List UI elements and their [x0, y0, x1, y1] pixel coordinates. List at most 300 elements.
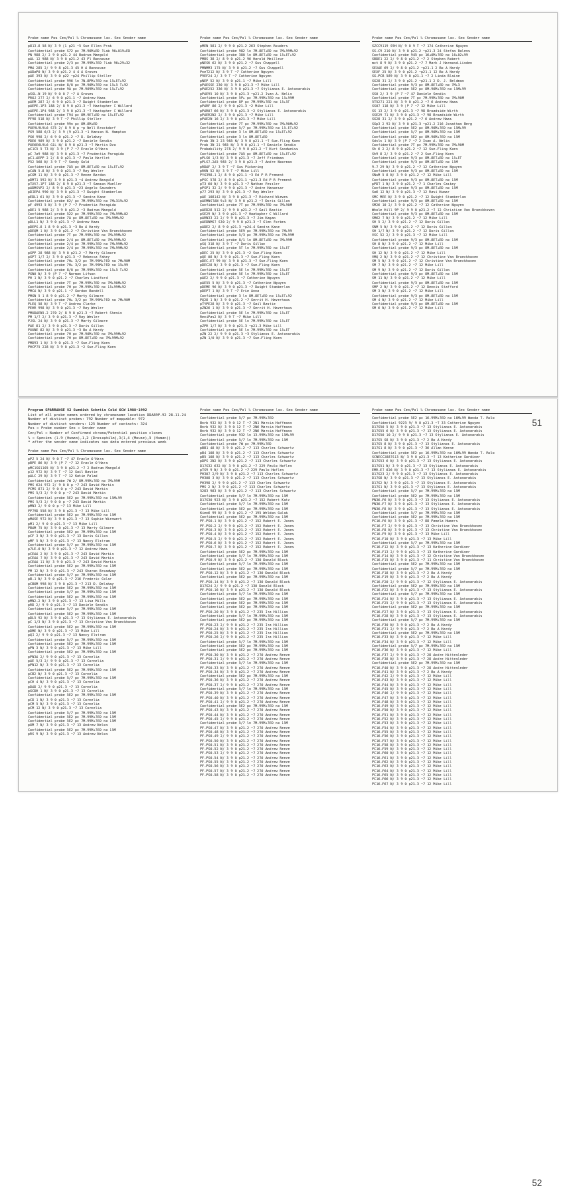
table-row: pPSP1 32 2/ 9 9 0 p21.3 ~7 Andre Hanoesar [200, 186, 284, 191]
table-row: SS 13 2/ 3 9 0 p21.3 ~7 98 Broadside Wirth [372, 108, 458, 113]
table-row: pPAESSE 230 N/ 3 9 0 p21.3 ~7 Mike Lill [200, 82, 280, 87]
table-row: Prob 3N 21 985 N/ 3 9 0 p21.1 ~7 Daniele Sendin [200, 143, 296, 148]
table-row: PC16-F28 N/ 3 9 0 p21.3 ~7 13 Stylianos E. Antonarakis [372, 613, 483, 618]
table-row: SNuM 5 8 N/ 3 9 0 p21.2 ~7 12 Mike Lill [372, 173, 452, 178]
table-row: pPARF 86 2/ 9 9 0 p21.3 ~2 Mike Lill [200, 104, 274, 109]
table-row: D17S1 8 N/ 3 9 0 p21.3 ~7 36 Allan Keene [372, 446, 454, 451]
table-row: pBB1 48 N/ 3 9 0 p21.2 ~7 113 Charles Schwartz [200, 446, 294, 451]
table-row: Confidential probe 5E ln 7M-99M+?ED no 15+ET [200, 327, 290, 332]
table-row: pDE1 5 988 2/ 3 9 0 p21.2 ~3 Bodrum Maegold [28, 207, 116, 212]
table-row: Confidential probe 5E2 pc 7M-99M+?ED no 15M [28, 624, 116, 629]
top-column-2 [200, 36, 360, 341]
table-row: pDEME 96 N/ 3 9 0 p21.3 ~7 Dwight Stomberlan [200, 284, 290, 289]
table-row: PC16-F34 N/ 3 9 0 p21.3 ~7 12 Mike Lill [372, 639, 452, 644]
table-row: Confidential probe 5E ln 7M-99M+?ED no 15+ET [200, 267, 290, 272]
table-row: pPAER2N2 2/ 3 9 0 p21.3 ~7 Mike Lill [200, 113, 274, 118]
table-row: Confidential probe 62/ pc 7M-99M+?ED no 7M+319+92 [28, 198, 129, 203]
table-row: PC16-F22 N/ 3 9 0 p21.3 ~7 13 Stylianos E. Antonarakis [372, 588, 483, 593]
table-row: PC16-F18 N/ 3 9 0 p21.3 ~7 2 Bo A Hardy [372, 570, 452, 575]
table-row: pDIEPA 990 N/ 3 9 0 p21.3 ~7 Dwight Stomberlan [28, 190, 122, 195]
table-row: PYG398-1 2/ 8 9 0 p21.1 ~3 Ed P R Prement [200, 173, 284, 178]
table-row: PC16-F55 N/ 3 9 0 p21.3 ~7 12 Mike Lill [372, 729, 452, 734]
table-row: Confidential 9223 9/ 9 0 p21.3 ~7 33 Catherine Nguyen [372, 420, 481, 425]
table-row: pCM 12 N/ 3 9 0 p21.3 ~7 13 Cornelia [28, 706, 102, 711]
table-row: Confidential probe 5E2 pc 7M-99M+?ED no 15M+99 [28, 495, 122, 500]
table-row: POE6E6L9L6 G1L N/ 8 9 0 p21.3 ~7 Martin Dzo [28, 143, 116, 148]
table-row: PF-PS0-48 N/ 3 9 0 p21.2 ~7 270 Andrew Reeve [200, 729, 290, 734]
table-row: Confidential probe 5E9 pc 7M-99M+?ED no 7M+99 [200, 229, 292, 234]
table-row: PMUDAEN5.2 270 2/ 8 9 0 p21.3 ~7 Robert Shenin [28, 310, 122, 315]
table-row: Confidential probe 5E2 pc 7M-99M+?ED no 15M [28, 727, 116, 732]
table-row: PC16-F47 N/ 3 9 0 p21.3 ~7 12 Mike Lill [372, 695, 452, 700]
table-row: Confidential probe 5E ln 7M-99M+?ED no 15+ET [200, 310, 290, 315]
table-row: Confidential probe 5E2 pc 7M-99M+?ED no 15M [28, 512, 116, 517]
table-row: Confidential probe 5/7 pc 7M-99M+?ED no 15M [372, 592, 460, 597]
table-row: pOM 7 N/ 3 9 0 p21.3 ~7 13 Andrew Nelon [28, 723, 108, 728]
table-row: PMCA N/ 3 9 0 p21.1 ~7 Gordon Bondell [28, 289, 104, 294]
table-row: Confidential probe 5E2 pc 7M-99M+?ED no 15M [200, 605, 288, 610]
table-row: Confidential probe 7H pc 7M-90M+?ED no 7M+99M+92 [28, 332, 126, 337]
table-row: PF-PS0-5 2/ 9 9 0 p21.2 ~7 152 Robert E. Jones [200, 536, 294, 541]
table-row: Confidential probe 522 pc 7M-99M+?ED no 7M+99M+02 [28, 211, 129, 216]
table-row: Confidential probe 7H pc 7M-99M+?ED no 15+99M+92 [28, 284, 126, 289]
table-row: Confidential probe 5E2 pc 7M-99M+?ED no 15M [28, 594, 116, 599]
table-row: PLEQ 58 N/ 3 9 T ~7 Andrew Clarke [28, 302, 96, 307]
table-row: PC16-F14 N/ 3 9 0 p21.3 ~7 12 Christine Van Broeckhoven [372, 553, 485, 558]
table-row: Confidential probe 5E2 pc 7M-99M+?ED no 15M [200, 648, 288, 653]
table-row: SM 6 N/ 3 9 0 p21.2 ~7 12 Mike Lill [372, 306, 444, 311]
table-row: PC16-F42 2/ 9 9 0 p21.3 ~7 12 Mike Lill [372, 674, 452, 679]
table-row: Confidential probe 5/7 ln 7M-99M+?ED no 15M [200, 613, 288, 618]
table-row: Confidential probe 5E2 pc 8M-90M+?ED no 15M [372, 134, 460, 139]
table-row: Confidential probe 5E ln 7M-99M+?ED no 15+ET [200, 272, 290, 277]
bottom-column-1 [28, 408, 188, 736]
table-row: PF-PS0-14 N/ 3 9 0 p21.2 ~7 130 Donald Block [200, 579, 290, 584]
table-row: Confidential probe 5/7 ln 7M-99M+?ED no 15M [200, 592, 288, 597]
table-row: PC16-F20 2/ 9 9 0 p21.3 ~7 12 Stylianos E. Antonarakis [372, 579, 483, 584]
table-row: SG-PCB 589 N/ 3 9 0 p21.1 ~7 2 Linda Blaine [372, 74, 460, 79]
table-row: pSE29 N/ 3 9 0 p21.3 ~7 Haatopher C Willard [200, 211, 288, 216]
table-row: PN36-F7 N/ 3 9 0 p21.3 ~7 13 Stylianos E. Antonarakis [372, 502, 481, 507]
table-row: PneT212 N/ 3 9 T ~7 Catherine Nguyen [200, 70, 274, 75]
table-row: pC 7a9 988 N/ 3 9 0 p21.3 ~7 Prudentia Paragido [28, 151, 124, 156]
table-row: pNESK 62 N/ 3 9 0 p21.2 ~7 Gus Chappell [200, 61, 280, 66]
table-row: pEDL1 61 N/ 3 9 0 p21.3 ~7 Sandra Kane [28, 194, 106, 199]
table-row: D17S55 6 N/ 3 9 0 p21.3 ~7 13 Stylianos E. Antonarakis [372, 429, 483, 434]
table-row: Probability 278 2/ 9 9 0 p21.2 ~7 Kurt Sandweiss [200, 147, 298, 152]
table-row: PF-PS0-20 N/ 3 9 0 p21.2 ~7 235 Ira Hillian [200, 609, 288, 614]
column-header: Probe name Pos Cen/Pol % Chromosome loc. Sex Sender name [28, 449, 188, 455]
table-row: SH 1/7 N/ 3 9 0 p21.2 ~7 12 Doris Gillon [372, 229, 454, 234]
report-legend-1: Pos = Probe number Sex = Sender name [28, 426, 106, 431]
table-row: pDL5 92 N/ 3 9 0 p21.3 ~7 13 Stylianos E. Antonarakis [28, 616, 137, 621]
table-row: SSE29 71 N/ 3 9 0 p21.3 ~7 98 Broadside Wirth [372, 113, 464, 118]
table-row: Confidential probe 5E2 pc 8M-90M+?ED no 15M+99 [372, 87, 466, 92]
table-row: Confidential probe 7T pc 7M-99M+?ED no 7M+90M [200, 203, 292, 208]
top-column-1 [28, 36, 188, 349]
table-row: Confidential probe 5/7 ln 7M-99M+?ED no 15M [200, 437, 288, 442]
column-header: Probe name Pos Cen/Pol % Chromosome loc. Sex Sender name [372, 408, 532, 414]
table-row: D17S53 6 N/ 3 9 0 p21.3 ~7 13 Stylianos E. Antonarakis [372, 459, 483, 464]
table-row: PF98 518 N/ 3 9 T ~7 Phillip Steller [28, 117, 102, 122]
table-row: PC16-F19 N/ 3 9 0 p21.3 ~7 2 Bo A Hardy [372, 575, 452, 580]
table-row: pAE2 2/ 9 9 0 p21.3 ~7 Catherine Nguyen [200, 276, 280, 281]
table-row: Confidential probe 5E2 pc 7M-99M+?ED no 15M [372, 605, 460, 610]
table-row: Confidential probe 7T pc 7M-99M+?ED no 7M+90M+92 [200, 121, 298, 126]
report-stat-senders: Number of distinct senders: 125 Number of contacts: 324 [28, 421, 147, 426]
table-row: pGPP 28 988 N/ 3 9 0 p21.2 ~7 Marty Gilmore [28, 250, 116, 255]
table-row: PF-PS0-53 2/ 9 9 0 p21.2 ~7 270 Andrew Reeve [200, 751, 290, 756]
table-row: PC16-F64 N/ 3 9 0 p21.3 ~7 12 Mike Lill [372, 768, 452, 773]
bottom-column-3 [372, 408, 532, 786]
table-row: Confidential probe 9/3 pc 8M-8ET+ED no 15M [372, 211, 458, 216]
table-row: Confidential probe 5P+ pc 7M-99M+?ED no 15+99M [200, 95, 294, 100]
table-row: PF-PS0-31 2/ 9 9 0 p21.2 ~7 270 Andrew Reeve [200, 656, 290, 661]
table-row: Confidential probe 9/3 pc 8M-8ET+ED no 15M [372, 246, 458, 251]
table-row: PC16-F51 N/ 3 9 0 p21.3 ~7 12 Mike Lill [372, 712, 452, 717]
table-row: PF-PS0-37 2/ 9 9 0 p21.2 ~7 270 Andrew Reeve [200, 682, 290, 687]
table-row: D17S50 5 N/ 3 9 0 p21.3 ~7 13 Stylianos E. Antonarakis [372, 424, 483, 429]
table-row: pAEDNMS7 S30 2/ 9 9 0 p21.3 ~7 Glen Forbes [200, 220, 286, 225]
table-row: pPSC 578 2/ 8 9 0 p21.1 ~p21.3 Ed P R Prement [200, 177, 292, 182]
table-row: pSQ 318 N/ 3 9 T ~7 Doris Gillon [200, 241, 266, 246]
table-row: Sh 6 2 2/ 8 9 0 p21.2 ~7 12 Sue-Fling Koen [372, 147, 458, 152]
table-row: PF-PS0-39 N/ 3 9 0 p21.2 ~7 270 Andrew Reeve [200, 691, 290, 696]
table-row: PC16-F63 N/ 3 9 0 p21.3 ~7 12 Mike Lill [372, 764, 452, 769]
table-row: D17S1 N/ 3 9 0 p21.3 ~7 13 Stylianos E. Antonarakis [372, 485, 477, 490]
report-legend-2: Cen/Pol = Number of Confirmed chromo/Potential position clones [28, 430, 163, 435]
table-row: Confidential probe 5T ln 7M-99M+?ED no 15+ET [200, 246, 290, 251]
table-row: Confidential probe 7H+ 3/2 pc 7M-99M+?ED no 15+99 [28, 263, 129, 268]
table-row: SS0 2/ 3 9 (P 7 ~7 47 Daniele Sendin [372, 91, 446, 96]
table-row: pQI 2/ 9 9 0 p21.3 ~7 13 Nancy Elstrom [28, 633, 106, 638]
table-row: Confidential probe 982 ln 7M-8ET+ED no 7M+99M+92 [200, 48, 298, 53]
table-row: SCNECC2887S13 N/ 3 9 0 p21.3 ~7 13 Katherine Gardiner [372, 454, 481, 459]
table-row: Confidential probe 932 ln 13-99M+?ED no 15M+99 [200, 433, 294, 438]
table-row: PF-PS0-56 N/ 3 9 0 p21.2 ~7 270 Andrew Reeve [200, 764, 290, 769]
table-row: PJSL 24 N/ 3 9 0 p21.3 ~7 Marty Gilmore [28, 319, 108, 324]
report-title: Program SPARRANGE V2 Swedish Schetin Cold GCW 1988-1992 [28, 408, 147, 412]
table-row: PF-PS0-52 N/ 3 9 0 p21.2 ~7 270 Andrew Reeve [200, 747, 290, 752]
table-row: Confidential probe 5E2 pc 7M-99M+?ED no 15M [200, 644, 288, 649]
table-row: PC16-F61 N/ 3 9 0 p21.3 ~7 12 Mike Lill [372, 755, 452, 760]
table-row: Confidential probe 9/3 pc 8M-8ET+ED no 15M [372, 198, 458, 203]
table-row: SH 8 N/ 3 9 0 p21.2 ~7 12 Mike Lill [372, 241, 444, 246]
table-row: pDEPT 1 N/ 3 9 T ~7 Erie Anna [200, 289, 260, 294]
table-row: Confidential probe 9/3 pc 8M-8ET+ED no 15M [372, 272, 458, 277]
column-header: Probe name Pos Cen/Pol % Chromosome loc. Sex Sender name [28, 36, 188, 42]
table-row: Confidential probe 9/3 pc 8M-8ET+ED no 15M [372, 177, 458, 182]
table-row: pPAR07 66 N/ 3 9 0 p21.3 ~2 Stylianos E. Antonarakis [200, 108, 307, 113]
table-row: PMS 2 N/ 3 9 0 p21.2 ~7 113 Charles Schwartz [200, 485, 290, 490]
table-row: PQ28 1 N/ 3 9 0 p21.2 ~7 Gerrit H. Haverhaus [200, 297, 290, 302]
table-row: PC16-F31 2/ 9 9 0 p21.3 ~7 2 Bo A Hardy [372, 626, 452, 631]
table-row: D17S50 10 2/ 9 9 0 p21.3 ~7 13 Stylianos E. Antonarakis [372, 433, 485, 438]
table-row: pARN33 22 2/ 9 9 0 p21.3 ~7 Jim Kagan [200, 216, 276, 221]
table-row: PC16-F59 N/ 3 9 0 p21.3 ~7 12 Mike Lill [372, 747, 452, 752]
table-row: PCMS 871 2/ 9 0 0 p ~7 243 David Markin [28, 487, 108, 492]
table-row: Confidential probe 8/0 pc 7M-90M+?ED no 15+5 T+92 [28, 82, 129, 87]
table-row: SM 9 N/ 3 9 0 p21.2 ~7 12 Doris Gillon [372, 267, 450, 272]
rows-bottom-3 [372, 416, 532, 786]
table-row: Confidential probe 5/7 pc 7M-99M+?ED no 15M [372, 566, 460, 571]
table-row: D17S24 2/ 9 9 0 p21.2 ~7 130 Donald Block [200, 583, 284, 588]
table-row: pCEAA 2 N/ 3 9 0 p21.3 ~7 243 David Markin [28, 551, 114, 556]
table-row: Confidential probe 5E2 pc 7M-99M+?ED no 15M [372, 661, 460, 666]
table-row: PM 1/7 2/ 3 9 0 p21.3 ~7 Ray Wesler [28, 315, 100, 319]
table-row: PC16-F25 2/ 9 9 0 p21.3 ~7 13 Stylianos E. Antonarakis [372, 601, 483, 606]
table-row: Confidential probe 5/7 ln 7M-99M+?ED no 15M [200, 661, 288, 666]
table-row: Confidential probe 9/3 pc 8M-8ET+ED no 15+ET [372, 156, 462, 161]
table-row: pMC1SO1105 N/ 3 9 0 p21.2 ~7 2 Bodrum Maegold [28, 465, 120, 470]
table-row: PUUNE 82 N/ 3 9 0 p21.3 ~3 Bo A Hardy [28, 327, 104, 332]
table-row: pMF 5 N/ 3 9 0 p21.3 ~7 13 Nancy Elstrom [28, 538, 110, 543]
table-row: SEXAE 69 2/ 9 8 0 p21.2 ~p21.1 2 Bo A Hardy [372, 65, 460, 70]
column-header: Probe name Pos Cen/Pol % Chromosome loc. Sex Sender name [200, 36, 360, 42]
table-row: Confidential probe 5/3 pc 7M-99M+?ED no 7M+99M [200, 233, 294, 238]
table-row: Confidential probe 380 ln 8M-8ET+ED no 15+ET+92 [200, 52, 296, 57]
table-row: PG6 998 2/ 6 9 0 p21.2 ~7 D. Delahay [28, 134, 102, 139]
bottom-page [28, 408, 548, 1188]
table-row: pC 1/3 N/ 3 9 0 p21.3 ~7 13 Christine Van Broeckhoven [28, 620, 137, 625]
table-row: Confidential probe 5E2 pc 7M-99M+?ED no 15M [200, 515, 288, 520]
table-row: pC1-AEPP 2 2/ 8 0 p21.3 ~7 Paula Hartlet [28, 156, 110, 161]
table-row: PF-PS0-26 2/ 9 9 0 p21.2 ~7 235 Ira Hillian [200, 635, 288, 640]
table-row: Confidential probe 7T pc 7M-99M+?ED no 7M+90M [372, 143, 464, 148]
table-row: PC16-F24 N/ 3 9 0 p21.3 ~7 13 Stylianos E. Antonarakis [372, 596, 483, 601]
table-row: PF-PS0-12 N/ 3 9 0 p21.2 ~7 130 Donald Block [200, 570, 290, 575]
table-row: PC16-F13 2/ 9 9 0 p21.3 ~7 13 Katherine Gardiner [372, 549, 470, 554]
table-row: PC16-F52 N/ 3 9 0 p21.3 ~7 12 Mike Lill [372, 717, 452, 722]
table-row: SG28 31 2/ 3 9 0 p21.2 ~7 6 Andrew Haas [372, 117, 452, 122]
table-row: Confidential probe 5E2 pc 7M-99M+?ED no 15M [28, 611, 116, 616]
table-row: Bnrb 932 N/ 3 9 0 12 T ~7 2N1 Marcia Hoffmann [200, 420, 292, 425]
table-row: pPDT 1 N/ 3 9 0 p21.2 ~7 1 Charles Caskey [372, 181, 456, 186]
table-row: Whole Hill 9P 2/ 9 9 0 p21.2 ~7 12 Christine Van Broeckhoven [372, 207, 495, 212]
table-row: pCGM 11 N/ 3 9 0 p21.3 ~7 Renee Bardon [28, 173, 106, 178]
table-row: SM 11 N/ 3 9 0 p21.2 ~7 12 Mike Lill [372, 276, 446, 281]
table-row: Confidential probe 99n pc 8M-8M+ED [28, 121, 98, 126]
top-column-3 [372, 36, 532, 311]
table-row: pAED28 512 2/ 9 9 0 p21.2 ~7 Gail Bastie [200, 207, 282, 212]
table-row: Confidential probe 5/7 pc 7M-99M+?ED no 15M [28, 573, 116, 578]
table-row: PF-PS0-23 2/ 9 9 0 p21.2 ~7 235 Ira Hillian [200, 622, 288, 627]
table-row: PC16-F45 N/ 3 9 0 p21.3 ~7 12 Mike Lill [372, 687, 452, 691]
table-row: pMN3 2/ 9 0 0 p ~7 13 Mike Lill [28, 504, 92, 509]
table-row: PC16-F12 N/ 3 9 0 p21.3 ~7 13 Katherine Gardiner [372, 545, 470, 550]
table-row: PF-PS0-36 N/ 3 9 0 p21.2 ~7 270 Andrew Reeve [200, 678, 290, 683]
table-row: pAL 12 988 N/ 3 9 0 p21.2 43 Pl Bonnouse [28, 57, 110, 62]
table-row: Confidential probe 5/7 pc 7M-99M+?ED no 15M [372, 489, 460, 494]
table-row: SH 5 2/ 3 9 0 p21.2 ~7 12 Doris Gillon [372, 220, 450, 225]
table-row: PF-PS0-45 2/ 9 9 0 p21.2 ~7 270 Andrew Reeve [200, 717, 290, 722]
table-row: p12 972 N/ 3 9 T ~7 12 Gail Bastie [28, 469, 98, 474]
table-row: Confidential probe T94 pc 8M-9ET+ED no 15+ET+92 [28, 113, 124, 118]
table-row: SG28 31 2/ 3 9 0 p21.2 ~p21.1 2 D. J. Beldman [372, 78, 464, 83]
table-row: pCD 1 N/ 3 9 0 p21.3 ~7 13 Cornelia [28, 697, 100, 702]
table-row: pRDAF 2/ 3 9 T ~7 Gus Pickering [200, 164, 264, 169]
table-row: pPAE95 10 N/ 3 9 0 p21.3 ~p21.2 Ivan A. Nelin [200, 91, 292, 96]
table-row: Confidential probe 5E2 pc 7M-99M+?ED no 15M [28, 714, 116, 719]
table-row: pCEAA 11 N/ 3 9 0 p21.3 ~7 243 David Markin [28, 560, 116, 565]
table-row: PC16-F57 N/ 3 9 0 p21.3 ~7 12 Mike Lill [372, 738, 452, 743]
table-row: PF-PS0-30 N/ 3 9 0 p21.2 ~7 270 Andrew Reeve [200, 652, 290, 657]
table-row: Confidential probe 5E2 pc 7M-99M+?ED no 15M [200, 575, 288, 580]
table-row: p7LE-0 N/ 3 9 0 p21.3 ~7 12 Andrew Haas [28, 547, 108, 552]
table-row: PF-PS0-16 N/ 3 9 0 p21.2 ~7 130 Donald Block [200, 588, 290, 593]
table-row: PROJ 277 2/ 6 9 0 p21.1 ~7 Andrew Haas [28, 95, 106, 100]
table-row: POE9L9L9L6 S75 2/ 8 9 0 p ~p Nell Brockdorf [28, 125, 116, 130]
report-title-block [28, 408, 188, 445]
table-row: P9EF24 2/ 3 9 T ~7 Catherine Nguyen [200, 74, 272, 79]
table-row: SM62 7 N/ 3 9 0 p21.2 ~7 12 Mike Lill [372, 216, 448, 221]
table-row: pPN12 N/ 3 9 0 p21.3 ~7 13 Cornelia [28, 663, 100, 668]
report-legend-3: % = Species (1-9 (Human),1,2 (Drosophila),3(1,4 (Mouse),5 (Human)) [28, 435, 171, 440]
table-row: pBPE 86 N/ 3 9 (P 7 ~7 12 Eracle O'Hara [28, 461, 108, 466]
table-row: pALC 29 N/ 3 9 T ~7 12 Katie Palad [28, 474, 98, 479]
table-row: pAEPE-1P4 988 2/ 3 9 0 p21.3 ~7 Haatopher C Willard [28, 108, 133, 113]
table-row: Confidential probe 5E2 pc 7M-99M+?ED no 15M [372, 515, 460, 520]
table-row: D17S51 N/ 3 9 0 p21.3 ~7 13 Stylianos E. Antonarakis [372, 463, 479, 468]
table-row: Confidential probe 8/0 pc 7M-99M+?ED no 15+5 T+92 [28, 267, 129, 272]
table-row: pPAE252 336 N/ 3 9 0 p21.3 ~7 Stylianos E. Antonarakis [200, 87, 311, 92]
report-subtitle: List of all probe names ordered by chromosome location DDA89P-92 28.11.24 [28, 412, 186, 417]
table-row: Confidential probe 9/3 pc 8M-8ET+ED no 15M [372, 186, 458, 191]
table-row: D17S32 632 N/ 3 9 0 p21.2 ~7 229 Paulo Hoflen [200, 463, 292, 468]
table-row: Confidential probe 5E2 pc 16-99M+?ED no 16M+99 Wanda T. Rolo [372, 450, 495, 455]
table-row: PN36-F6 N/ 3 9 0 p21.3 ~7 13 Stylianos E. Antonarakis [372, 497, 481, 502]
table-row: Confidential probe 5E2 pc 7M-99M+?ED no 15M [372, 493, 460, 498]
table-row: PF-PS0-3 N/ 3 9 0 p21.2 ~7 152 Robert E. Jones [200, 528, 294, 533]
table-row: PC16-F65 N/ 3 9 0 p21.3 ~7 12 Mike Lill [372, 772, 452, 777]
page-fold [18, 396, 558, 399]
table-row: SEXF 25 N/ 3 9 0 p21.2 ~p21.1 12 Bo A Hardy [372, 70, 460, 75]
table-row: PGN0 N/ 3 9 (P 7 ~7 Norman Lifson [28, 272, 96, 277]
table-row: PP79D 558 N/ 3 9 0 p21.3 ~7 13 Mike Lill [28, 508, 110, 513]
table-row: pNEP 52 N/ 3 9 0 p21.1 ~7 Mike Lill [200, 78, 272, 83]
table-row: PF-PSO-2 2/ 9 9 0 p21.2 ~7 152 Robert E. Jones [200, 523, 294, 528]
table-row: Sdvlv 1 N/ 3 9 (P 7 ~7 2 Ivan A. Nelin [372, 138, 450, 143]
table-row: Confidential probe 3 ln 8M-8ET+ED no 15+ET+92 [200, 293, 292, 298]
table-row: PEHR 998 N/ 3 9 0 p21.3 ~7 Ray Wesler [28, 306, 104, 311]
table-row: PHCP75 228 N/ 3 9 0 p21.3 ~2 Sue-Fling Koen [28, 345, 116, 350]
table-row: Confidential probe 5/7 pc 7M-99M+?ED no 15M [372, 540, 460, 545]
table-row: PH307 2/9 N/ 3 9 0 p21.2 ~7 113 Charles Schwartz [200, 472, 298, 477]
table-row: Confidential probe 5E2 pc 8M-90M+?ED no 15M+99 [372, 125, 466, 130]
report-legend-4: * after the sender name indicates non data entered previous week [28, 440, 167, 445]
table-row: PDE6 989 N/ 3 9 0 p21.2 ~7 Daniele Sendin [28, 138, 112, 143]
table-row: Confidential probe 5E2 pc 7M-99M+?ED no 15M [200, 506, 288, 511]
table-row: pCBOM 998 N/ 3 9 0 p21.3 ~7 213 D. Delahay [28, 581, 114, 586]
table-row: SGp3 2 92 N/ 3 9 0 p21.3 ~p21.2 216 Jonathan Berg [372, 121, 473, 126]
rows-top-1 [28, 44, 188, 349]
table-row: pDMT1 592 N/ 3 9 0 p21.3 ~4 Andrew Beaguld [28, 177, 114, 182]
table-row: Confidential probe 3 ln 8M-8ET+ED [200, 134, 268, 139]
table-row: Confidential probe 5E2 pc 7M-99M+?ED no 15M [372, 562, 460, 567]
rows-top-2 [200, 44, 360, 340]
table-row: PC16-F27 N/ 3 9 0 p21.3 ~7 13 Stylianos E. Antonarakis [372, 609, 483, 614]
table-row: SH 12 N/ 3 9 0 p21.2 ~7 12 Mike Lill [372, 250, 446, 255]
table-row: PM 12 N/ 3 9 0 p21.3 ~7 243 Sharon Broadway [28, 568, 116, 573]
table-row: Confidential probe 3 ln 8M-8ET+ED no 15+ET+92 [200, 130, 292, 135]
bottom-column-2 [200, 408, 360, 777]
table-row: PF-PS0-41 2/ 9 9 0 p21.2 ~7 270 Andrew Reeve [200, 699, 290, 704]
table-row: Confidential probe 5E2 pc 7M-99M+?ED no 15M [372, 631, 460, 636]
table-row: Confidential probe 8P pc 7M-99M+?ED no 15+5T [200, 100, 290, 105]
table-row: PF-PS0-25 N/ 3 9 0 p21.2 ~7 235 Ira Hillian [200, 631, 288, 636]
table-row: Confidential probe 5E2 pc 7M-99M+?ED no 15M [200, 674, 288, 679]
table-row: pCEAA 7 N/ 3 9 0 p21.3 ~7 243 David Markin [28, 555, 114, 560]
table-row: Sa6 12 N/ 3 9 0 p21.3 ~7 12 Ravi Kumar [372, 190, 450, 195]
table-row: pDEPS-8 1 8 9 0 p21.3 ~3 Bo A Hardy [28, 224, 100, 229]
table-row: Confidential probe 7A5 pc 8M-8ET+ED no 15+ET+92 [200, 151, 296, 156]
table-row: Confidential probe 7W 2/ 8M-99M+?ED no 7M+99M [28, 478, 120, 483]
table-row: Confidential probe 5E2 pc 7M-99M+?ED no 15M [200, 618, 288, 623]
table-row: Confidential probe 9/3 pc 8M-8ET+ED no 15M [372, 237, 458, 242]
table-row: Confidential probe 5/7 ln 7M-99M+?ED no 15M [200, 639, 288, 644]
table-row: SM26 10 2/ 3 9 0 p21.2 ~7 12 Catherine Nguyen [372, 203, 464, 208]
table-row: PC16-F9 N/ 3 9 0 p21.3 ~7 13 Mike Lill [372, 532, 450, 537]
table-row: p77 293 N/ 3 9 0 p21.3 ~7 Ray Wesler [200, 190, 274, 195]
table-row: PF-PS0-34 N/ 3 9 0 p21.2 ~7 270 Andrew Reeve [200, 669, 290, 674]
table-row: Confidential probe 5/7 pc 7M-99M+?ED no 15M [28, 710, 116, 715]
table-row: pAEMNSTAN 9+5 N/ 3 9 0 p21.2 ~7 Doris Gillon [200, 198, 290, 203]
table-row: Bnrb 932 N/ 3 9 0 12 T ~7 2N6 Marcia Hoffmann [200, 424, 292, 429]
table-row: pDAD 2/ 9 9 0 p21.3 ~7 13 Cornelia [28, 684, 98, 689]
table-row: Confidential probe 7T pc 7M-99M+?ED no 7M+90M+92 [28, 280, 126, 285]
table-row: Confidential probe 7H+ 3/2 pc 7M-99M+?ED no 7M+90M [28, 297, 131, 302]
table-row: pADMSVP2 2/ 8 9 0 p21.3 ~23 Angelo Saunders [28, 186, 116, 191]
table-row: pRS 9 N/ 3 9 0 p21.3 ~7 13 Andrew Nelon [28, 732, 108, 737]
table-row: PF-PS0-51 N/ 3 9 0 p21.2 ~7 270 Andrew Reeve [200, 742, 290, 747]
table-row: Confidential probe 2/4 pc 7M-99M+?ED no 7M+99M+92 [28, 241, 129, 246]
table-row: PF-PS0-6 N/ 3 9 0 p21.2 ~7 152 Robert E. Jones [200, 540, 294, 545]
table-row: PC16-F53 N/ 3 9 0 p21.3 ~7 12 Mike Lill [372, 721, 452, 726]
table-row: PF-PS0-58 N/ 3 9 0 p21.2 ~7 270 Andrew Reeve [200, 772, 290, 777]
table-row: pDEQM 1 N/ 3 9 0 p21.2 ~7 Christine Van Broeckhoven [28, 229, 133, 234]
table-row: PC16-F8 N/ 3 9 0 p21.3 ~7 13 Christine Van Broeckhoven [372, 528, 483, 533]
table-row: PF-PS0-4 N/ 3 9 0 p21.2 ~7 152 Robert E. Jones [200, 532, 294, 537]
table-row: D17S2 N/ 3 9 0 p21.3 ~7 13 Stylianos E. Antonarakis [372, 480, 477, 485]
table-row: PC16-F60 N/ 3 9 0 p21.3 ~7 12 Mike Lill [372, 751, 452, 756]
table-row: Confidential probe 5E2 pc 7M-99M+?ED no 15M [28, 693, 116, 698]
table-row: PMGN 5 1 8 9 0 p21.2 ~7 Marty Gilmore [28, 293, 104, 298]
table-row: PF-PS0-43 N/ 3 9 0 p21.2 ~7 270 Andrew Reeve [200, 708, 290, 713]
table-row: SM 7 N/ 3 9 0 p21.2 ~7 12 Mike Lill [372, 263, 444, 268]
table-row: Confidential probe 9/3 pc 8M-8ET+ED no 7M+3 [372, 82, 460, 87]
table-row: D17S8 N/ 3 9 0 p21.3 ~7 13 Stylianos E. Antonarakis [372, 476, 477, 481]
table-row: Confidential probe 996 ln 7N-8PM+?ED no 15+ET+92 [28, 78, 126, 83]
table-row: Confidential probe 5/7 pc 7M-99M+?ED no 15M [372, 510, 460, 515]
table-row: PF-PS0-49 2/ 9 9 0 p21.2 ~7 270 Andrew Reeve [200, 734, 290, 739]
table-row: Confidential probe 9/3 pc 8M-8ET+ED no 15M [372, 302, 458, 307]
table-row: PF-PS0-24 N/ 3 9 0 p21.2 ~7 235 Ira Hillian [200, 626, 288, 631]
table-row: VMQ 2 N/ 3 9 0 p21.2 ~7 12 Christine Van Broeckhoven [372, 254, 479, 259]
table-row: pCB2 N/ 3 9 0 p21.3 ~7 13 Cornelia [28, 671, 98, 676]
table-row: pSGL-N 19 N/ 9 0 0 7 ~7 A Groves [28, 91, 94, 96]
table-row: Confidential probe 5/7 pc 7M-99M+?ED no 15M [28, 542, 116, 547]
table-row: pAEM 287 2/ 6 9 0 p21.3 ~7 Dwight Stomberlan [28, 100, 118, 105]
table-row: pADE2 2/ 8 9 0 p21.3 ~p24.4 Sandra Kane [200, 224, 280, 229]
table-row: PC16-F43 N/ 3 9 0 p21.3 ~7 12 Mike Lill [372, 678, 452, 683]
table-row: Confidential probe 5E ln 7M-99M+?ED no 15+ET [200, 319, 290, 324]
table-row: PBAM 75 N/ 3 9 0 p21.3 ~7 13 Marty Gilmore [28, 525, 114, 530]
table-row: PC16-F62 N/ 3 9 0 p21.3 ~7 12 Mike Lill [372, 760, 452, 765]
table-row: Confidential probe 5/7 pc 7M-99M+?ED no 15M [28, 637, 116, 642]
table-row: PF-PS0-50 N/ 3 9 0 p21.2 ~7 270 Andrew Reeve [200, 738, 290, 743]
table-row: PH398 2/ 9 9 0 p21.2 ~7 113 Charles Schwartz [200, 480, 290, 485]
table-row: Confidential probe 5E2 pc 7M-99M+?ED no 15M [200, 704, 288, 709]
